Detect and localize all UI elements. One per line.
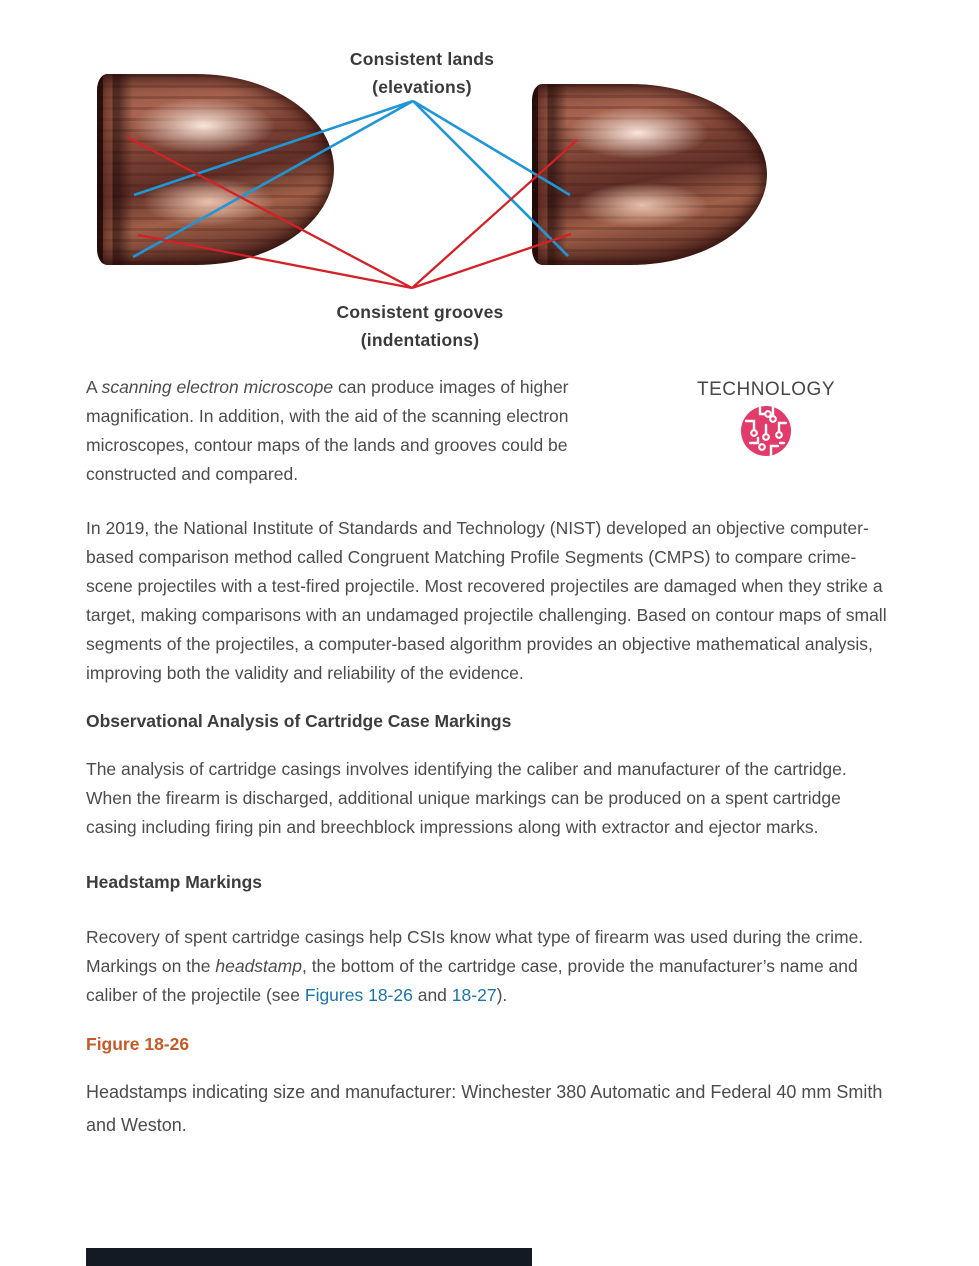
article-body: [86, 373, 893, 1141]
label-consistent-grooves-line1: Consistent grooves: [336, 302, 504, 322]
label-consistent-lands: [350, 45, 494, 101]
grooves-match-line: [412, 234, 571, 288]
heading-observational-analysis: Observational Analysis of Cartridge Case Markings: [86, 711, 512, 731]
label-consistent-lands-line2: (elevations): [372, 77, 472, 97]
lands-match-line: [133, 101, 413, 257]
grooves-match-line: [138, 235, 412, 288]
label-consistent-grooves: [337, 298, 504, 354]
paragraph-headstamp: Recovery of spent cartridge casings help CSIs know what type of firearm was used during the crime. Markings on the headstamp, the bottom of the cartridge case, provide the manufacturer’s name and caliber of the projectile (see Figures 18-26 and 18-27).: [86, 927, 864, 1005]
figure-image-top-edge: [86, 1248, 532, 1266]
figure-18-26-label: Figure 18-26: [86, 1034, 190, 1054]
circuit-board-icon: [681, 405, 851, 462]
lands-match-line: [134, 101, 413, 195]
bullet-comparison-figure: [0, 0, 979, 368]
figure-18-26-caption: Headstamps indicating size and manufacturer: Winchester 380 Automatic and Federal 40 mm Smith and Weston.: [86, 1082, 883, 1135]
grooves-match-line: [127, 137, 412, 288]
paragraph-cartridge-analysis: The analysis of cartridge casings involves identifying the caliber and manufacturer of the cartridge. When the firearm is discharged, additional unique markings can be produced on a spent cartridge casing including firing pin and breechblock impressions along with extractor and ejector marks.: [86, 759, 847, 837]
paragraph-nist: In 2019, the National Institute of Standards and Technology (NIST) developed an objective computer-based comparison method called Congruent Matching Profile Segments (CMPS) to compare crime-scene projectiles with a test-fired projectile. Most recovered projectiles are damaged when they strike a target, making comparisons with an undamaged projectile challenging. Based on contour maps of small segments of the projectiles, a computer-based algorithm provides an objective mathematical analysis, improving both the validity and reliability of the evidence.: [86, 518, 887, 683]
technology-label: TECHNOLOGY: [696, 379, 836, 400]
figure-link[interactable]: Figures 18-26: [304, 985, 413, 1005]
grooves-match-line: [412, 140, 577, 288]
figure-link[interactable]: 18-27: [451, 985, 497, 1005]
label-consistent-lands-line1: Consistent lands: [349, 49, 495, 69]
heading-headstamp-markings: Headstamp Markings: [86, 872, 263, 892]
label-consistent-grooves-line2: (indentations): [360, 330, 480, 350]
technology-badge: [681, 373, 851, 462]
paragraph-sem: A scanning electron microscope can produce images of higher magnification. In addition, with the aid of the scanning electron microscopes, contour maps of the lands and grooves could be constructed and compared.: [86, 377, 569, 484]
